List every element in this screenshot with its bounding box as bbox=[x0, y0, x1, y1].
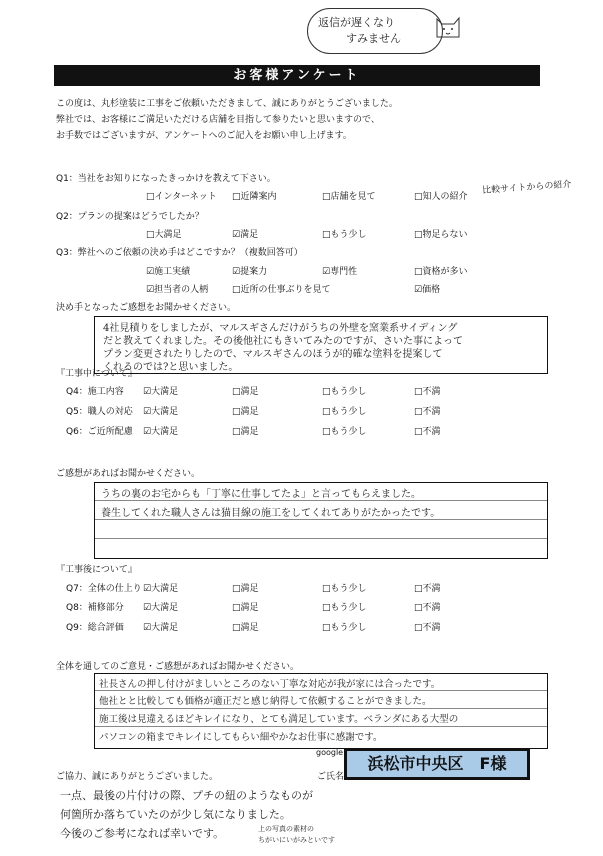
footer-hand-line-3: 今後のご参考になれば幸いです。 bbox=[60, 827, 225, 840]
overall-line-3: 施工後は見違えるほどキレイになり、とても満足しています。ベランダにある大型の bbox=[99, 714, 459, 725]
reason-line-4: くれるのでは?と思いました。 bbox=[103, 362, 239, 373]
q3-option-qualifications[interactable]: □資格が多い bbox=[414, 267, 468, 277]
q1-handnote: 比較サイトからの紹介 bbox=[481, 179, 572, 197]
q2-label: Q2：プランの提案はどうでしたか？ bbox=[56, 212, 204, 222]
reason-answer-box bbox=[94, 316, 548, 374]
name-label: ご氏名 bbox=[317, 772, 345, 782]
q3-option-staff-personality[interactable]: ☑担当者の人柄 bbox=[146, 285, 209, 295]
q4-option-a-little-more[interactable]: □もう少し bbox=[322, 387, 367, 397]
q9-option-dissatisfied[interactable]: □不満 bbox=[414, 623, 441, 633]
q9-option-a-little-more[interactable]: □もう少し bbox=[322, 623, 367, 633]
q9-option-satisfied[interactable]: □満足 bbox=[232, 623, 259, 633]
after-header: 『工事後について』 bbox=[56, 565, 137, 575]
q4-option-satisfied[interactable]: □満足 bbox=[232, 387, 259, 397]
during-feedback-label: ご感想があればお聞かせください。 bbox=[56, 469, 201, 479]
q3-option-price[interactable]: ☑価格 bbox=[414, 285, 441, 295]
overall-line-1: 社長さんの押し付けがましいところのない丁寧な対応が我が家には合ったです。 bbox=[99, 679, 441, 690]
note-line-1: 返信が遅くなり bbox=[318, 16, 395, 29]
q1-option-store[interactable]: □店舗を見て bbox=[322, 192, 376, 202]
ruled-line bbox=[95, 726, 547, 727]
q9-option-very-satisfied[interactable]: ☑大満足 bbox=[143, 623, 179, 633]
q5-option-satisfied[interactable]: □満足 bbox=[232, 407, 259, 417]
ruled-line bbox=[95, 500, 547, 501]
q2-option-satisfied[interactable]: ☑満足 bbox=[232, 230, 259, 240]
reason-line-3: プラン変更されたりしたので、マルスギさんのほうが的確な塗料を提案して bbox=[103, 349, 443, 360]
q5-option-a-little-more[interactable]: □もう少し bbox=[322, 407, 367, 417]
q5-label: Q5：職人の対応 bbox=[66, 407, 133, 417]
ruled-line bbox=[95, 519, 547, 520]
overall-answer-box bbox=[94, 673, 548, 749]
q3-option-proposal[interactable]: ☑提案力 bbox=[232, 267, 268, 277]
during-feedback-line-2: 養生してくれた職人さんは猫目線の施工をしてくれてありがたかったです。 bbox=[101, 508, 441, 519]
q7-option-a-little-more[interactable]: □もう少し bbox=[322, 584, 367, 594]
during-header: 『工事中について』 bbox=[56, 369, 137, 379]
q4-option-dissatisfied[interactable]: □不満 bbox=[414, 387, 441, 397]
q8-option-a-little-more[interactable]: □もう少し bbox=[322, 603, 367, 613]
footer-small-note-1: 上の写真の素材の bbox=[258, 825, 314, 833]
q5-option-dissatisfied[interactable]: □不満 bbox=[414, 407, 441, 417]
ruled-line bbox=[95, 708, 547, 709]
during-feedback-box bbox=[94, 482, 548, 559]
q8-option-very-satisfied[interactable]: ☑大満足 bbox=[143, 603, 179, 613]
overall-line-4: パソコンの箱までキレイにしてもらい細やかなお仕事に感謝です。 bbox=[99, 732, 383, 743]
during-feedback-line-1: うちの裏のお宅からも「丁寧に仕事してたよ」と言ってもらえました。 bbox=[101, 489, 421, 500]
q8-label: Q8：補修部分 bbox=[66, 603, 124, 613]
q1-option-internet[interactable]: □インターネット bbox=[146, 192, 217, 202]
q8-option-satisfied[interactable]: □満足 bbox=[232, 603, 259, 613]
q7-label: Q7：全体の仕上り bbox=[66, 584, 142, 594]
reason-line-2: だと教えてくれました。その後他社にもきいてみたのですが、さいた事によって bbox=[103, 336, 463, 347]
q3-option-expertise[interactable]: ☑専門性 bbox=[322, 267, 358, 277]
q4-label: Q4：施工内容 bbox=[66, 387, 124, 397]
note-line-2: すみません bbox=[346, 32, 401, 45]
ruled-line bbox=[95, 538, 547, 539]
q2-option-a-little-more[interactable]: □もう少し bbox=[322, 230, 367, 240]
google-label: google bbox=[316, 748, 344, 757]
q7-option-very-satisfied[interactable]: ☑大満足 bbox=[143, 584, 179, 594]
footer-small-note-2: ちがいにいがみといです bbox=[258, 836, 335, 844]
q1-option-neighborhood[interactable]: □近隣案内 bbox=[232, 192, 277, 202]
q6-option-very-satisfied[interactable]: ☑大満足 bbox=[143, 427, 179, 437]
intro-line-3: お手数ではございますが、アンケートへのご記入をお願い申し上げます。 bbox=[56, 131, 352, 141]
overall-line-2: 他社とと比較しても価格が適正だと感じ納得して依頼することができました。 bbox=[99, 696, 432, 707]
intro-line-1: この度は、丸杉塗装に工事をご依頼いただきまして、誠にありがとうございました。 bbox=[56, 99, 398, 109]
q3-option-track-record[interactable]: ☑施工実績 bbox=[146, 267, 191, 277]
q3-label: Q3：弊社へのご依頼の決め手はどこですか？（複数回答可） bbox=[56, 248, 303, 258]
q4-option-very-satisfied[interactable]: ☑大満足 bbox=[143, 387, 179, 397]
q6-option-dissatisfied[interactable]: □不満 bbox=[414, 427, 441, 437]
q3-option-nearby-work[interactable]: □近所の仕事ぶりを見て bbox=[232, 285, 331, 295]
footer-hand-line-2: 何箇所か落ちていたのが少し気になりました。 bbox=[60, 808, 291, 821]
q7-option-satisfied[interactable]: □満足 bbox=[232, 584, 259, 594]
intro-line-2: 弊社では、お客様にご満足いただける店舗を目指して参りたいと思いますので、 bbox=[56, 115, 380, 125]
q1-label: Q1：当社をお知りになったきっかけを教えて下さい。 bbox=[56, 174, 276, 184]
thanks-text: ご協力、誠にありがとうございました。 bbox=[56, 772, 219, 782]
q1-option-referral[interactable]: □知人の紹介 bbox=[414, 192, 468, 202]
q2-option-very-satisfied[interactable]: □大満足 bbox=[146, 230, 182, 240]
survey-title: お客様アンケート bbox=[54, 65, 540, 86]
q2-option-unsatisfying[interactable]: □物足らない bbox=[414, 230, 468, 240]
ruled-line bbox=[95, 690, 547, 691]
q8-option-dissatisfied[interactable]: □不満 bbox=[414, 603, 441, 613]
reason-line-1: 4社見積りをしましたが、マルスギさんだけがうちの外壁を窯業系サイディング bbox=[103, 323, 458, 334]
q5-option-very-satisfied[interactable]: ☑大満足 bbox=[143, 407, 179, 417]
q6-option-a-little-more[interactable]: □もう少し bbox=[322, 427, 367, 437]
q7-option-dissatisfied[interactable]: □不満 bbox=[414, 584, 441, 594]
footer-hand-line-1: 一点、最後の片付けの際、プチの紐のようなものが bbox=[60, 789, 313, 802]
customer-name-stamp: 浜松市中央区 F様 bbox=[344, 748, 530, 780]
q6-option-satisfied[interactable]: □満足 bbox=[232, 427, 259, 437]
cat-doodle-icon bbox=[434, 13, 462, 39]
q9-label: Q9：総合評価 bbox=[66, 623, 124, 633]
q6-label: Q6：ご近所配慮 bbox=[66, 427, 133, 437]
reason-label: 決め手となったご感想をお聞かせください。 bbox=[56, 303, 237, 313]
overall-label: 全体を通してのご意見・ご感想があればお聞かせください。 bbox=[56, 662, 300, 672]
